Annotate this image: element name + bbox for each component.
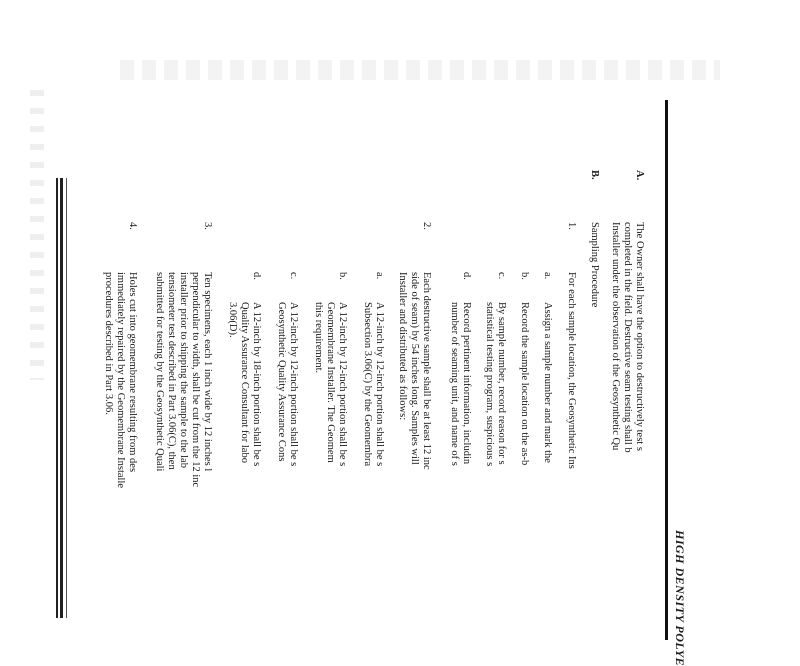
item-2a-label: a. xyxy=(374,272,385,280)
item-2d-line-3: 3.06(D). xyxy=(227,302,238,338)
item-1d-label: d. xyxy=(461,272,472,280)
item-4-line-1: Holes cut into geomembrane resulting from des xyxy=(127,272,138,473)
bleed-through-marks xyxy=(120,60,720,80)
item-3-line-2: perpendicular to width, shall be cut from the 12 inc xyxy=(190,272,201,488)
item-1c-label: c. xyxy=(496,272,507,280)
header-rule xyxy=(665,100,668,640)
item-2d-line-1: A 12-inch by 18-inch portion shall be s xyxy=(251,302,262,467)
item-1b-label: b. xyxy=(519,272,530,280)
item-2-line-3: Installer and distributed as follows: xyxy=(397,272,408,421)
paragraph-a-line-1: The Owner shall have the option to destructively test s xyxy=(634,222,645,451)
item-2-line-1: Each destructive sample shall be at least 12 inc xyxy=(421,272,432,470)
item-3-line-3: installer prior to shipping the sample to the lab xyxy=(178,272,189,468)
scanned-page xyxy=(43,100,687,666)
item-2d-label: d. xyxy=(251,272,262,280)
paragraph-a-label: A. xyxy=(634,170,645,181)
item-4-line-2: immediately repaired by the Geomembrane Installe xyxy=(115,272,126,489)
item-4-number: 4. xyxy=(127,222,138,230)
item-2c-label: c. xyxy=(288,272,299,280)
item-1b-line: Record the sample location on the as-b xyxy=(519,302,530,466)
item-2a-line-2: Subsection 3.06(C) by the Geomembra xyxy=(362,302,373,467)
item-1c-line-2: statistical testing program, suspicious s xyxy=(484,302,495,467)
item-1-number: 1. xyxy=(566,222,577,230)
header-title: HIGH DENSITY POLYE xyxy=(673,530,687,666)
item-3-line-1: Ten specimens, each 1 inch wide by 12 inches l xyxy=(202,272,213,472)
paragraph-a-line-2: completed in the field. Destructive seam testing shall b xyxy=(622,222,633,453)
item-1c-line-1: By sample number, record reason for s xyxy=(496,302,507,465)
item-1a-label: a. xyxy=(542,272,553,280)
item-4-line-3: procedures described in Part 3.06. xyxy=(103,272,114,415)
item-3-line-5: submitted for testing by the Geosynthetic Quali xyxy=(154,272,165,472)
item-3-number: 3. xyxy=(202,222,213,230)
item-2d-line-2: Quality Assurance Consultant for labo xyxy=(239,302,250,463)
item-1a-line: Assign a sample number and mark the xyxy=(542,302,553,463)
item-2b-line-1: A 12-inch by 12-inch portion shall be s xyxy=(337,302,348,467)
item-1d-line-1: Record pertinent information, includin xyxy=(461,302,472,465)
item-2b-label: b. xyxy=(337,272,348,280)
item-2b-line-3: this requirement. xyxy=(313,302,324,374)
section-b-title: Sampling Procedure xyxy=(589,222,600,308)
item-2c-line-2: Geosynthetic Quality Assurance Cons xyxy=(276,302,287,462)
item-1-text: For each sample location, the Geosynthetic Ins xyxy=(566,272,577,469)
item-2b-line-2: Geomembrane Installer. The Geomem xyxy=(325,302,336,463)
paragraph-a-line-3: Installer under the observation of the Geosynthetic Qu xyxy=(610,222,621,451)
item-2-line-2: side of seam) by 54 inches long. Samples will xyxy=(409,272,420,465)
item-3-line-4: tensiometer test described in Part 3.06(C), then xyxy=(166,272,177,470)
section-b-label: B. xyxy=(589,170,600,180)
item-2-number: 2. xyxy=(421,222,432,230)
item-2a-line-1: A 12-inch by 12-inch portion shall be s xyxy=(374,302,385,467)
item-1d-line-2: number of seaming unit, and name of s xyxy=(449,302,460,466)
item-2c-line-1: A 12-inch by 12-inch portion shall be s xyxy=(288,302,299,467)
